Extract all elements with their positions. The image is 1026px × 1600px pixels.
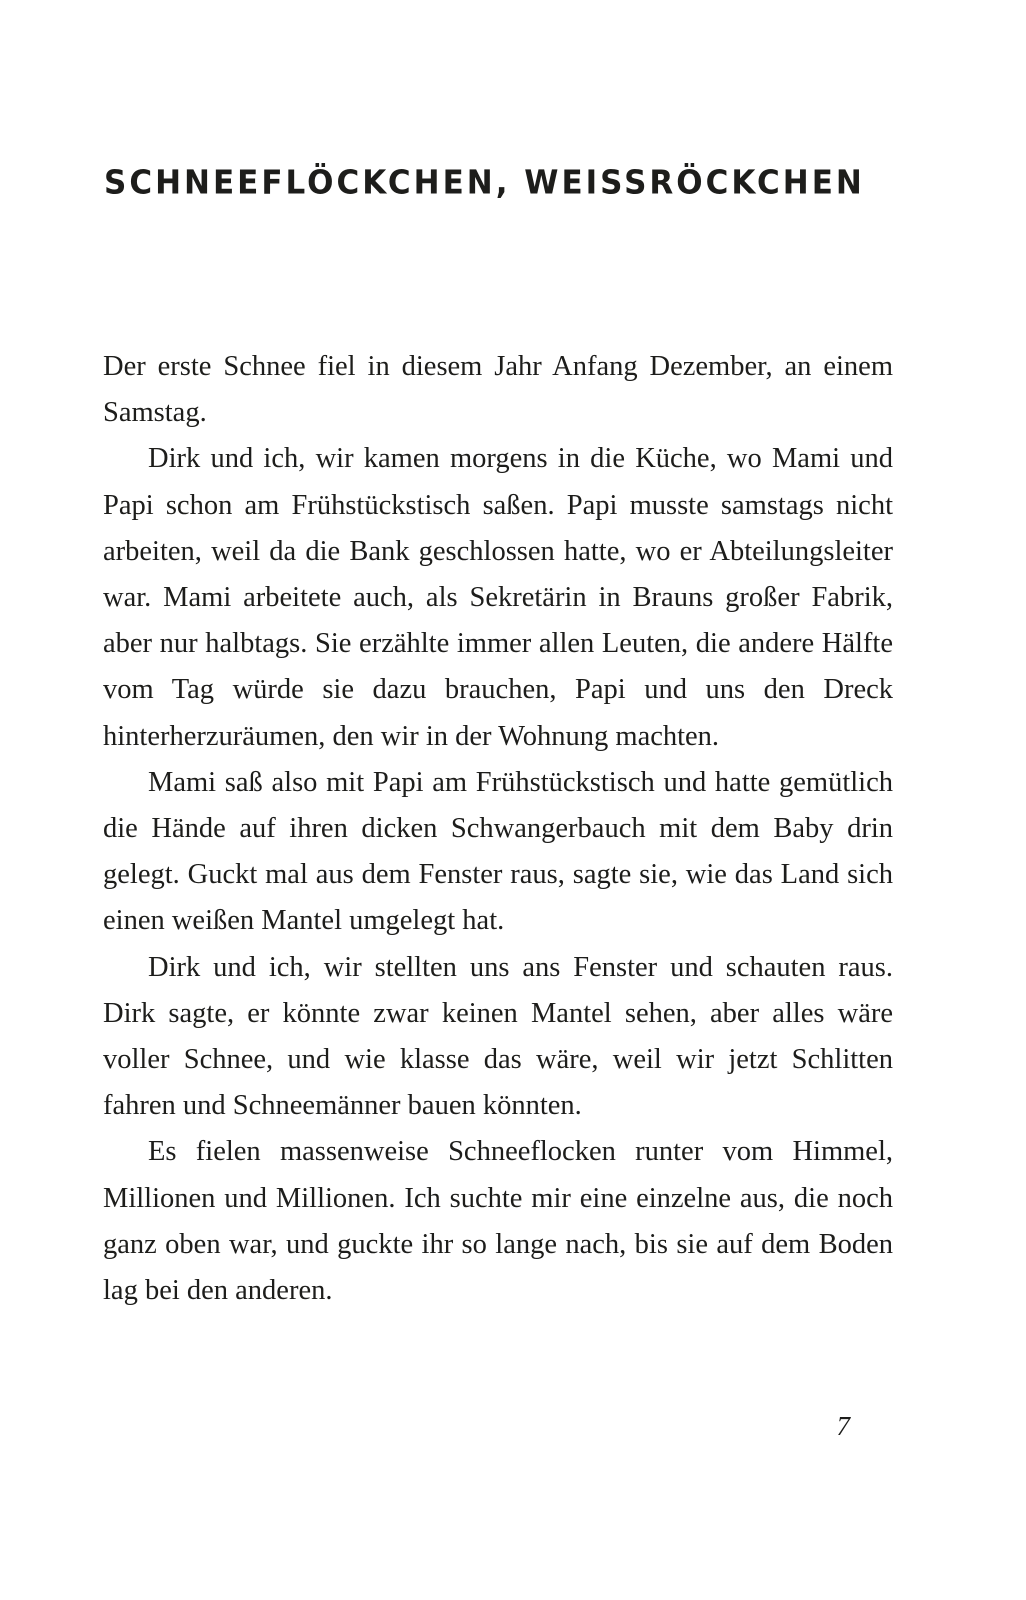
- page-number: 7: [836, 1411, 850, 1441]
- paragraph-4: Dirk und ich, wir stellten uns ans Fenster und schauten raus. Dirk sagte, er könnte zwar keinen Mantel sehen, aber alles wäre voller Schnee, und wie klasse das wäre, weil wir jetzt Schlitten fahren und Schneemänner bauen könnten.: [103, 951, 893, 1122]
- body-text: [103, 344, 893, 1314]
- paragraph-5: Es fielen massenweise Schneeflocken runter vom Himmel, Millionen und Millionen. Ich suchte mir eine einzelne aus, die noch ganz oben war, und guckte ihr so lange nach, bis sie auf dem Boden lag bei den anderen.: [103, 1136, 893, 1307]
- paragraph-2: Dirk und ich, wir kamen morgens in die Küche, wo Mami und Papi schon am Frühstückstisch saßen. Papi musste samstags nicht arbeiten, weil da die Bank geschlossen hatte, wo er Abteilungsleiter war. Mami arbeitete auch, als Sekretärin in Brauns großer Fabrik, aber nur halbtags. Sie erzählte immer allen Leuten, die andere Hälfte vom Tag würde sie dazu brauchen, Papi und uns den Dreck hinterherzuräumen, den wir in der Wohnung machten.: [103, 443, 893, 752]
- chapter-title: SCHNEEFLÖCKCHEN, WEISSRÖCKCHEN: [104, 164, 865, 202]
- paragraph-3: Mami saß also mit Papi am Frühstückstisch und hatte gemütlich die Hände auf ihren dicken Schwangerbauch mit dem Baby drin gelegt. Guckt mal aus dem Fenster raus, sagte sie, wie das Land sich einen weißen Mantel umgelegt hat.: [103, 766, 893, 937]
- paragraph-1: Der erste Schnee fiel in diesem Jahr Anfang Dezember, an einem Samstag.: [103, 351, 893, 429]
